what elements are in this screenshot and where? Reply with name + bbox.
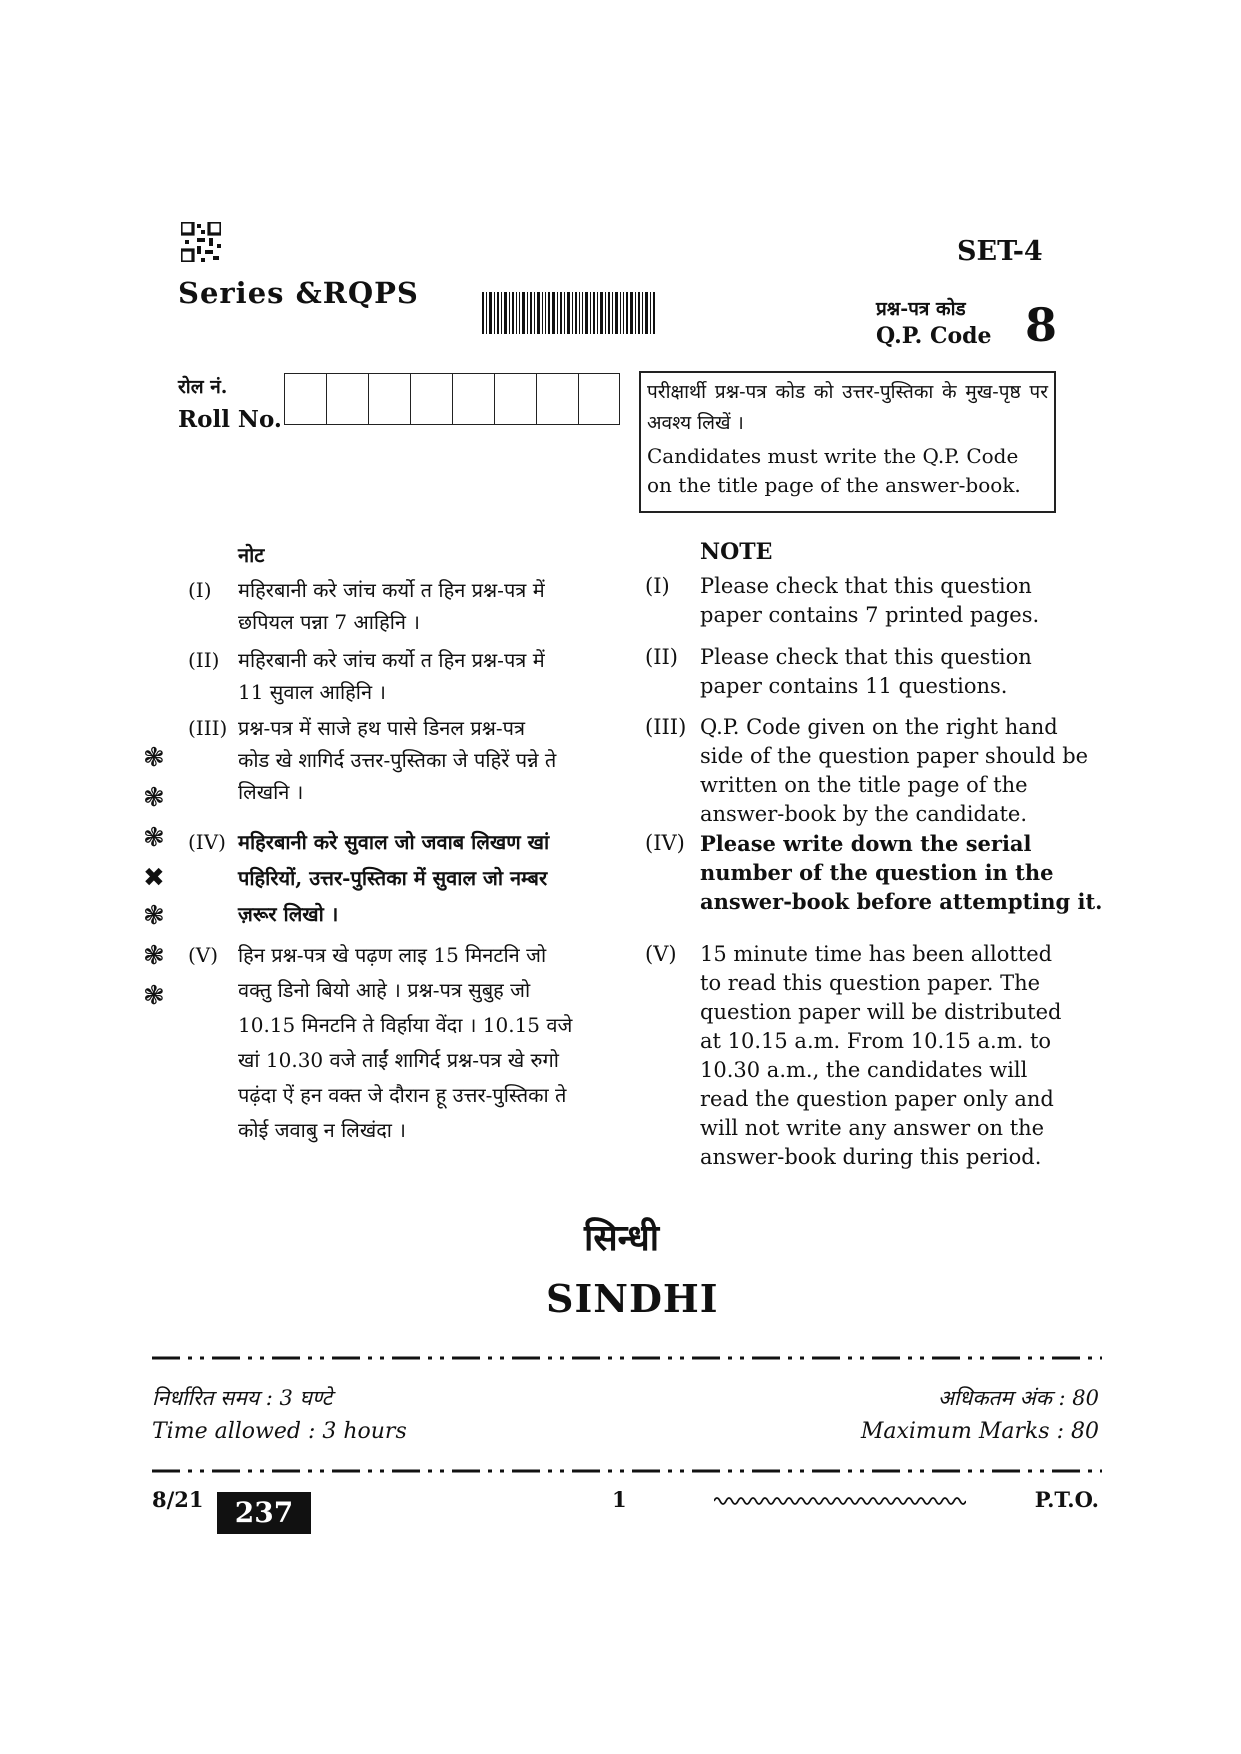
note-number: (V) — [188, 943, 219, 967]
paper-code: 8/21 — [152, 1487, 204, 1512]
subject-title: SINDHI — [546, 1276, 719, 1321]
note-line: महिरबानी करे जांच कर्यो त हिन प्रश्न-पत्र में — [238, 578, 545, 602]
set-label: SET-4 — [957, 236, 1043, 267]
note-number: (I) — [188, 578, 212, 602]
note-line: हिन प्रश्न-पत्र खे पढ़ण लाइ 15 मिनटनि जो — [238, 943, 547, 967]
max-marks-hindi: अधिकतम अंक : 80 — [937, 1386, 1099, 1410]
roll-label: Roll No. — [178, 406, 282, 433]
asterisk-flower-icon: ❃ — [143, 981, 165, 1011]
note-line: paper contains 7 printed pages. — [700, 603, 1040, 627]
asterisk-flower-icon: ❃ — [143, 743, 165, 773]
qp-code-label-hindi: प्रश्न-पत्र कोड — [876, 298, 966, 320]
note-line: paper contains 11 questions. — [700, 674, 1008, 698]
qp-code-number: 8 — [1025, 298, 1058, 352]
note-line: महिरबानी करे सुवाल जो जवाब लिखण खां — [238, 830, 550, 854]
note-line: पढ़ंदा ऐं हन वक्त जे दौरान हू उत्तर-पुस्तिका ते — [238, 1083, 567, 1107]
page-number: 1 — [612, 1487, 627, 1512]
note-line: वक्तु डिनो बियो आहे । प्रश्न-पत्र सुबुह जो — [238, 978, 531, 1002]
note-line: answer-book during this period. — [700, 1145, 1042, 1169]
heavy-x-icon: ✖ — [143, 863, 165, 893]
note-line: छपियल पन्ना 7 आहिनि । — [238, 610, 420, 634]
note-line: कोई जवाबु न लिखंदा । — [238, 1118, 406, 1142]
note-line: ज़रूर लिखो । — [238, 902, 339, 926]
note-line: पहिरियों, उत्तर-पुस्तिका में सुवाल जो नम्बर — [238, 866, 548, 890]
note-line: महिरबानी करे जांच कर्यो त हिन प्रश्न-पत्र में — [238, 648, 545, 672]
note-line: कोड खे शागिर्द उत्तर-पुस्तिका जे पहिरें पन्ने ते — [238, 748, 557, 772]
roll-label-hindi: रोल नं. — [178, 376, 228, 398]
note-line: number of the question in the — [700, 860, 1054, 885]
note-line: 10.15 मिनटनि ते विर्हाया वेंदा । 10.15 वजे — [238, 1013, 573, 1037]
note-title-english: NOTE — [700, 539, 773, 565]
asterisk-flower-icon: ❃ — [143, 823, 165, 853]
instruction-english: Candidates must write the Q.P. Code on the title page of the answer-book. — [647, 444, 1021, 497]
asterisk-flower-icon: ❃ — [143, 901, 165, 931]
dash-dot-divider — [152, 1355, 1102, 1361]
note-number: (I) — [645, 574, 670, 598]
subject-title-hindi: सिन्धी — [584, 1217, 660, 1259]
series-label: Series &RQPS — [178, 276, 419, 310]
note-line: question paper will be distributed — [700, 1000, 1062, 1024]
dash-dot-divider — [152, 1468, 1102, 1474]
asterisk-flower-icon: ❃ — [143, 783, 165, 813]
note-line: 15 minute time has been allotted — [700, 942, 1053, 966]
note-number: (III) — [645, 715, 687, 739]
note-line: written on the title page of the — [700, 773, 1028, 797]
note-line: to read this question paper. The — [700, 971, 1041, 995]
note-line: Q.P. Code given on the right hand — [700, 715, 1058, 739]
note-line: answer-book by the candidate. — [700, 802, 1028, 826]
note-line: Please write down the serial — [700, 831, 1032, 856]
note-number: (V) — [645, 942, 677, 966]
note-number: (III) — [188, 716, 228, 740]
note-line: side of the question paper should be — [700, 744, 1089, 768]
note-line: read the question paper only and — [700, 1087, 1054, 1111]
note-number: (IV) — [188, 830, 226, 854]
paper-serial-badge: 237 — [217, 1492, 311, 1534]
note-line: Please check that this question — [700, 645, 1032, 669]
note-line: will not write any answer on the — [700, 1116, 1045, 1140]
instruction-hindi: परीक्षार्थी प्रश्न-पत्र कोड को उत्तर-पुस्तिका के मुख-पृष्ठ पर अवश्य लिखें । — [647, 381, 1048, 434]
note-number: (II) — [188, 648, 220, 672]
note-line: at 10.15 a.m. From 10.15 a.m. to — [700, 1029, 1052, 1053]
note-line: Please check that this question — [700, 574, 1032, 598]
note-number: (IV) — [645, 831, 685, 855]
asterisk-flower-icon: ❃ — [143, 941, 165, 971]
note-line: खां 10.30 वजे ताईं शागिर्द प्रश्न-पत्र खे रुगो — [238, 1048, 559, 1072]
max-marks: Maximum Marks : 80 — [860, 1419, 1099, 1444]
qp-code-label: Q.P. Code — [876, 323, 992, 349]
note-number: (II) — [645, 645, 678, 669]
note-line: 11 सुवाल आहिनि । — [238, 680, 387, 704]
note-title-hindi: नोट — [238, 543, 265, 567]
note-line: प्रश्न-पत्र में साजे हथ पासे डिनल प्रश्न-पत्र — [238, 716, 525, 740]
wavy-line-icon — [714, 1494, 966, 1508]
note-line: answer-book before attempting it. — [700, 889, 1103, 914]
time-allowed-hindi: निर्धारित समय : 3 घण्टे — [152, 1386, 333, 1410]
note-line: 10.30 a.m., the candidates will — [700, 1058, 1028, 1082]
pto-label: P.T.O. — [1034, 1487, 1099, 1512]
time-allowed: Time allowed : 3 hours — [152, 1419, 407, 1444]
note-line: लिखनि । — [238, 780, 304, 804]
